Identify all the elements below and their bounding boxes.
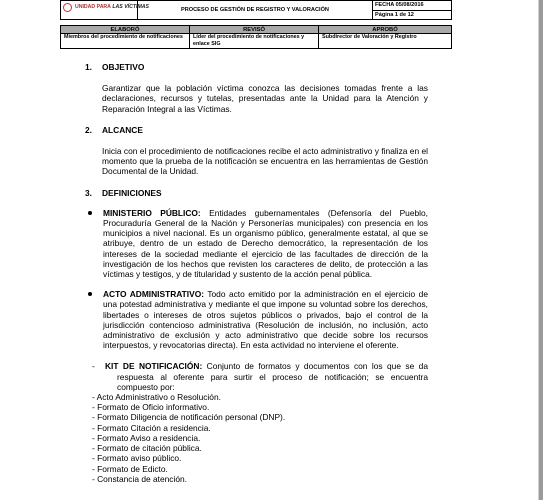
logo-emblem-icon xyxy=(63,3,72,12)
logo-cell xyxy=(61,1,149,20)
scrollbar-track[interactable] xyxy=(539,0,543,500)
section-definiciones xyxy=(85,188,428,484)
col-elaboro: ELABORÓ xyxy=(61,26,190,34)
logo-text-2: LAS VÍCTIMAS xyxy=(112,4,149,10)
list-item: - Formato Citación a residencia. xyxy=(92,422,211,433)
kit-items-list xyxy=(92,392,428,484)
list-item: - Formato aviso público. xyxy=(92,453,182,464)
definition-term: MINISTERIO PÚBLICO: xyxy=(103,207,201,218)
document-header xyxy=(60,0,452,20)
list-item: - Formato de citación pública. xyxy=(92,443,202,454)
definition-kit-notificacion xyxy=(92,361,428,484)
definition-term: KIT DE NOTIFICACIÓN: xyxy=(105,361,203,372)
bullet-icon xyxy=(88,211,92,215)
unidad-victimas-logo xyxy=(63,3,149,12)
dash-marker: - xyxy=(92,361,95,372)
signature-table xyxy=(60,25,452,49)
section-title: DEFINICIONES xyxy=(102,187,162,198)
elaboro-value: Miembros del procedimiento de notificaciones xyxy=(61,34,190,49)
page-number: Página 1 de 12 xyxy=(373,10,452,20)
definition-text: Entidades gubernamentales (Defensoría del Pueblo, Procuraduría General de la Nación y Personerías municipales) con presencia en los municipios a nivel nacional. Es un organismo público, generalmente estatal, al que se atribuye, dentro de un estado de Derecho democrático, la representación de los intereses de la sociedad mediante el ejercicio de las facultades de dirección de la investigación de los hechos que revisten los caracteres de delito, de protección a las víctimas y testigos, y de titularidad y sustento de la acción penal pública. xyxy=(103,207,428,280)
document-body xyxy=(85,62,428,495)
section-objetivo xyxy=(85,62,428,114)
section-text: Inicia con el procedimiento de notificaciones recibe el acto administrativo y finaliza en el momento que la prueba de la notificación se encuentra en las herramientas de Gestión Documental de la Unidad. xyxy=(102,146,428,177)
definition-text: Conjunto de formatos y documentos con los que se da respuesta al oferente para surtir el proceso de notificación; se encuentra compuesto por: xyxy=(117,361,428,392)
section-alcance xyxy=(85,125,428,177)
section-number: 3. xyxy=(85,187,92,198)
section-title: OBJETIVO xyxy=(102,62,145,72)
list-item: - Formato de Edicto. xyxy=(92,463,168,474)
document-date: FECHA 05/08/2016 xyxy=(373,1,452,11)
definition-acto-administrativo xyxy=(103,289,428,350)
process-title: PROCESO DE GESTIÓN DE REGISTRO Y VALORACIÓN xyxy=(138,1,373,20)
col-reviso: REVISÓ xyxy=(190,26,319,34)
section-number: 2. xyxy=(85,124,92,135)
list-item: - Acto Administrativo o Resolución. xyxy=(92,392,221,403)
col-aprobo: APROBÓ xyxy=(319,26,452,34)
list-item: - Formato de Oficio informativo. xyxy=(92,402,210,413)
list-item: - Constancia de atención. xyxy=(92,473,187,484)
section-text: Garantizar que la población víctima conozca las decisiones tomadas frente a las declaraciones, recursos y tutelas, presentadas ante la Unidad para la Atención y Reparación Integral a las Víctimas. xyxy=(102,83,428,114)
logo-text: UNIDAD PARA xyxy=(75,4,111,10)
section-title: ALCANCE xyxy=(102,124,143,135)
definition-ministerio-publico xyxy=(103,208,428,279)
definition-text: Todo acto emitido por la administración en el ejercicio de una potestad administrativa y mediante el que impone su voluntad sobre los derechos, libertades o intereses de otros sujetos públicos o privados, bajo el control de la jurisdicción contencioso administrativa (Resolución de inclusión, no inclusión, acto administrativo de exclusión y acto administrativo que decide sobre los recursos interpuestos, y revocatorias directa). En esta actividad no interviene el oferente. xyxy=(103,289,428,351)
list-item: - Formato Aviso a residencia. xyxy=(92,432,201,443)
section-number: 1. xyxy=(85,62,92,72)
list-item: - Formato Diligencia de notificación personal (DNP). xyxy=(92,412,286,423)
aprobo-value: Subdirector de Valoración y Registro xyxy=(319,34,452,49)
reviso-value: Líder del procedimiento de notificaciones y enlace SIG xyxy=(190,34,319,49)
bullet-icon xyxy=(88,292,92,296)
definition-term: ACTO ADMINISTRATIVO: xyxy=(103,289,205,300)
